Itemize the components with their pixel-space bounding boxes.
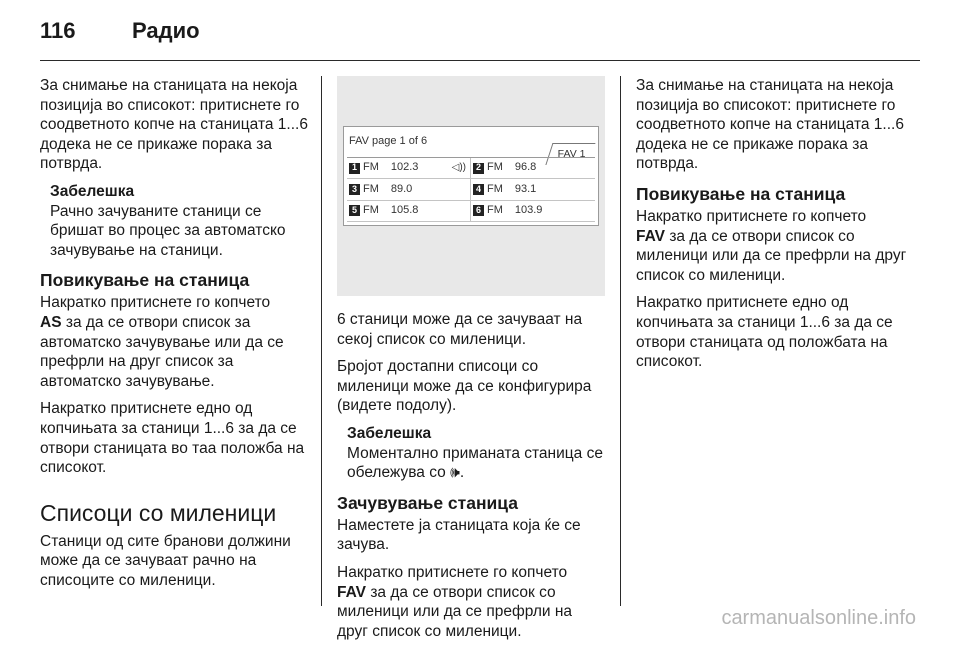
- text: Накратко притиснете го копчето: [636, 207, 867, 225]
- note-block: [337, 424, 605, 483]
- note-block: [40, 182, 308, 260]
- preset-cell: [347, 179, 471, 200]
- header-rule: [40, 60, 920, 61]
- key-name: FAV: [636, 227, 665, 245]
- column-3: [636, 76, 908, 380]
- paragraph: Накратко притиснете едно од копчињата за станици 1...6 за да се отвори станицата во таа положба на списокот.: [40, 400, 305, 477]
- preset-band: FM: [363, 161, 379, 174]
- paragraph: Станици од сите бранови должини може да се зачуваат рачно на списоците со миленици.: [40, 532, 291, 589]
- speaker-icon: ◁)): [451, 162, 466, 174]
- text: за да се отвори список со миленици или да се префрли на друг список со миленици.: [636, 227, 907, 284]
- preset-band: FM: [363, 182, 379, 195]
- paragraph: Наместете ја станицата која ќе се зачува.: [337, 516, 581, 554]
- fav-tab-label: FAV 1: [557, 148, 586, 160]
- preset-number: 6: [473, 205, 484, 216]
- note-text: Рачно зачуваните станици се бришат во процес за автоматско зачувување на станици.: [50, 202, 286, 259]
- column-1: [40, 76, 308, 598]
- radio-display-image: [337, 76, 605, 296]
- paragraph: За снимање на станицата на некоја позиција во списокот: притиснете го соодветното копче на станицата 1...6 додека не се прикаже порака за потврда.: [636, 77, 904, 173]
- note-label: Забелешка: [347, 424, 432, 442]
- note-text: [347, 444, 605, 483]
- section-heading: Повикување на станица: [636, 183, 846, 204]
- paragraph: [40, 293, 308, 391]
- preset-cell: [471, 179, 595, 200]
- preset-frequency: 102.3: [390, 161, 419, 174]
- page-title: Радио: [132, 18, 200, 43]
- preset-band: FM: [363, 204, 379, 217]
- paragraph: Бројот достапни списоци со миленици може да се конфигурира (видете подолу).: [337, 358, 592, 415]
- preset-number: 3: [349, 184, 360, 195]
- preset-grid: [347, 157, 595, 222]
- paragraph: Накратко притиснете едно од копчињата за станици 1...6 за да се отвори станицата од положбата на списокот.: [636, 294, 893, 371]
- text: Накратко притиснете го копчето: [337, 563, 568, 581]
- page-header: [40, 18, 200, 44]
- page-number: 116: [40, 18, 76, 43]
- fav-screen: [343, 126, 599, 226]
- speaker-icon: 🕪: [450, 464, 460, 482]
- key-name: FAV: [337, 583, 366, 601]
- preset-frequency: 96.8: [514, 161, 537, 174]
- text: за да се отвори список за автоматско зачувување или да се префрли на друг список за автоматско зачувување.: [40, 313, 284, 390]
- section-heading: Повикување на станица: [40, 270, 250, 291]
- note-label: Забелешка: [50, 182, 135, 200]
- watermark: carmanualsonline.info: [721, 607, 916, 629]
- column-2: [337, 76, 605, 649]
- preset-frequency: 105.8: [390, 204, 419, 217]
- paragraph: [636, 207, 908, 285]
- text: Накратко притиснете го копчето: [40, 294, 271, 312]
- preset-band: FM: [487, 204, 503, 217]
- preset-cell: [471, 158, 595, 179]
- preset-frequency: 93.1: [514, 182, 537, 195]
- column-divider-2: [620, 76, 621, 606]
- preset-cell: [347, 201, 471, 222]
- column-divider-1: [321, 76, 322, 606]
- preset-cell: [471, 201, 595, 222]
- preset-number: 5: [349, 205, 360, 216]
- paragraph: [337, 563, 605, 641]
- preset-frequency: 103.9: [514, 204, 543, 217]
- key-name: AS: [40, 313, 62, 331]
- section-heading: Зачувување станица: [337, 492, 518, 513]
- paragraph: 6 станици може да се зачуваат на секој список со миленици.: [337, 311, 583, 348]
- preset-number: 4: [473, 184, 484, 195]
- chapter-heading: Списоци со миленици: [40, 499, 277, 526]
- preset-band: FM: [487, 161, 503, 174]
- text: Моментално примaната станица се обележува со: [347, 444, 603, 482]
- paragraph: За снимање на станицата на некоја позиција во списокот: притиснете го соодветното копче на станицата 1...6 додека не се прикаже порака за потврда.: [40, 77, 308, 173]
- text: .: [459, 464, 465, 482]
- preset-cell: [347, 158, 471, 179]
- preset-number: 2: [473, 163, 484, 174]
- preset-number: 1: [349, 163, 360, 174]
- preset-band: FM: [487, 182, 503, 195]
- text: за да се отвори список со миленици или да се префрли на друг список со миленици.: [337, 583, 573, 640]
- preset-frequency: 89.0: [390, 182, 413, 195]
- fav-page-title: FAV page 1 of 6: [349, 135, 428, 147]
